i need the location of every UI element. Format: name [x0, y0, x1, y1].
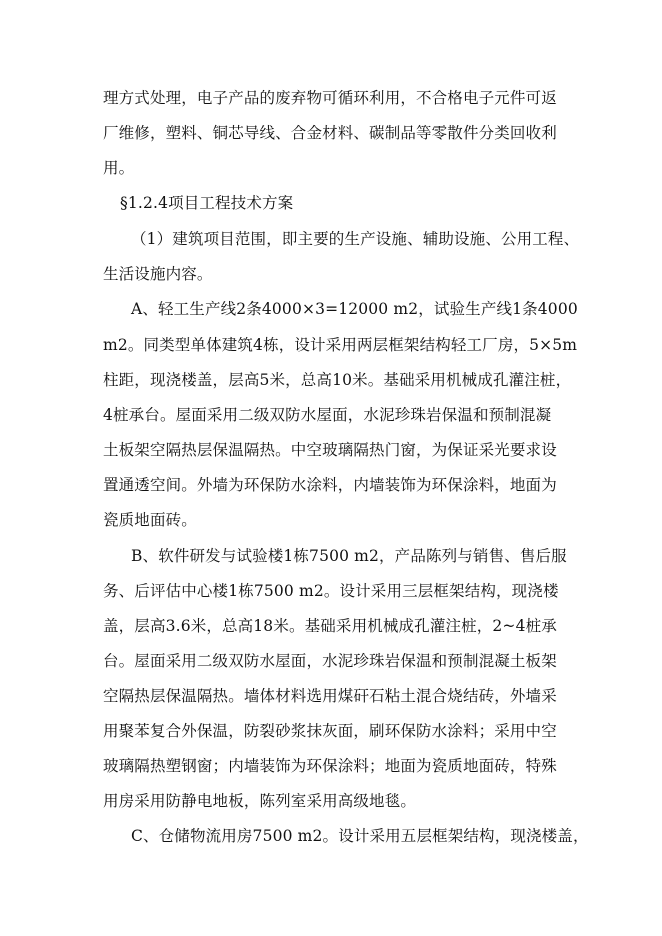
- text-line: 置通透空间。外墙为环保防水涂料，内墙装饰为环保涂料，地面为: [103, 476, 557, 494]
- text-line: 柱距，现浇楼盖，层高5米，总高10米。基础采用机械成孔灌注桩，: [103, 371, 572, 389]
- text-line: 用聚苯复合外保温，防裂砂浆抹灰面，刷环保防水涂料；采用中空: [103, 722, 557, 740]
- text-line: 盖，层高3.6米，总高18米。基础采用机械成孔灌注桩，2~4桩承: [103, 617, 557, 635]
- text-line: C、仓储物流用房7500 m2。设计采用五层框架结构，现浇楼盖，: [131, 827, 589, 845]
- text-line: 玻璃隔热塑钢窗；内墙装饰为环保涂料；地面为瓷质地面砖，特殊: [103, 757, 557, 775]
- text-line: 4桩承台。屋面采用二级双防水屋面，水泥珍珠岩保温和预制混凝: [103, 406, 552, 424]
- text-line: 台。屋面采用二级双防水屋面，水泥珍珠岩保温和预制混凝土板架: [103, 652, 557, 670]
- text-line: 务、后评估中心楼1栋7500 m2。设计采用三层框架结构，现浇楼: [103, 582, 559, 600]
- text-line: 用房采用防静电地板，陈列室采用高级地毯。: [103, 792, 417, 810]
- text-line: 空隔热层保温隔热。墙体材料选用煤矸石粘土混合烧结砖，外墙采: [103, 687, 557, 705]
- text-line: 用。: [103, 159, 135, 177]
- text-line: 瓷质地面砖。: [103, 511, 197, 529]
- text-line: （1）建筑项目范围，即主要的生产设施、辅助设施、公用工程、: [131, 230, 580, 248]
- text-line: 土板架空隔热层保温隔热。中空玻璃隔热门窗，为保证采光要求设: [103, 441, 557, 459]
- text-line: B、软件研发与试验楼1栋7500 m2，产品陈列与销售、售后服: [131, 547, 567, 565]
- text-line: 理方式处理，电子产品的废弃物可循环利用，不合格电子元件可返: [103, 89, 557, 107]
- text-line: 厂维修，塑料、铜芯导线、合金材料、碳制品等零散件分类回收利: [103, 124, 557, 142]
- text-line: m2。同类型单体建筑4栋，设计采用两层框架结构轻工厂房，5×5m: [103, 336, 578, 354]
- section-heading: §1.2.4项目工程技术方案: [120, 194, 294, 212]
- text-line: 生活设施内容。: [103, 265, 213, 283]
- text-line: A、轻工生产线2条4000×3=12000 m2，试验生产线1条4000: [131, 300, 578, 318]
